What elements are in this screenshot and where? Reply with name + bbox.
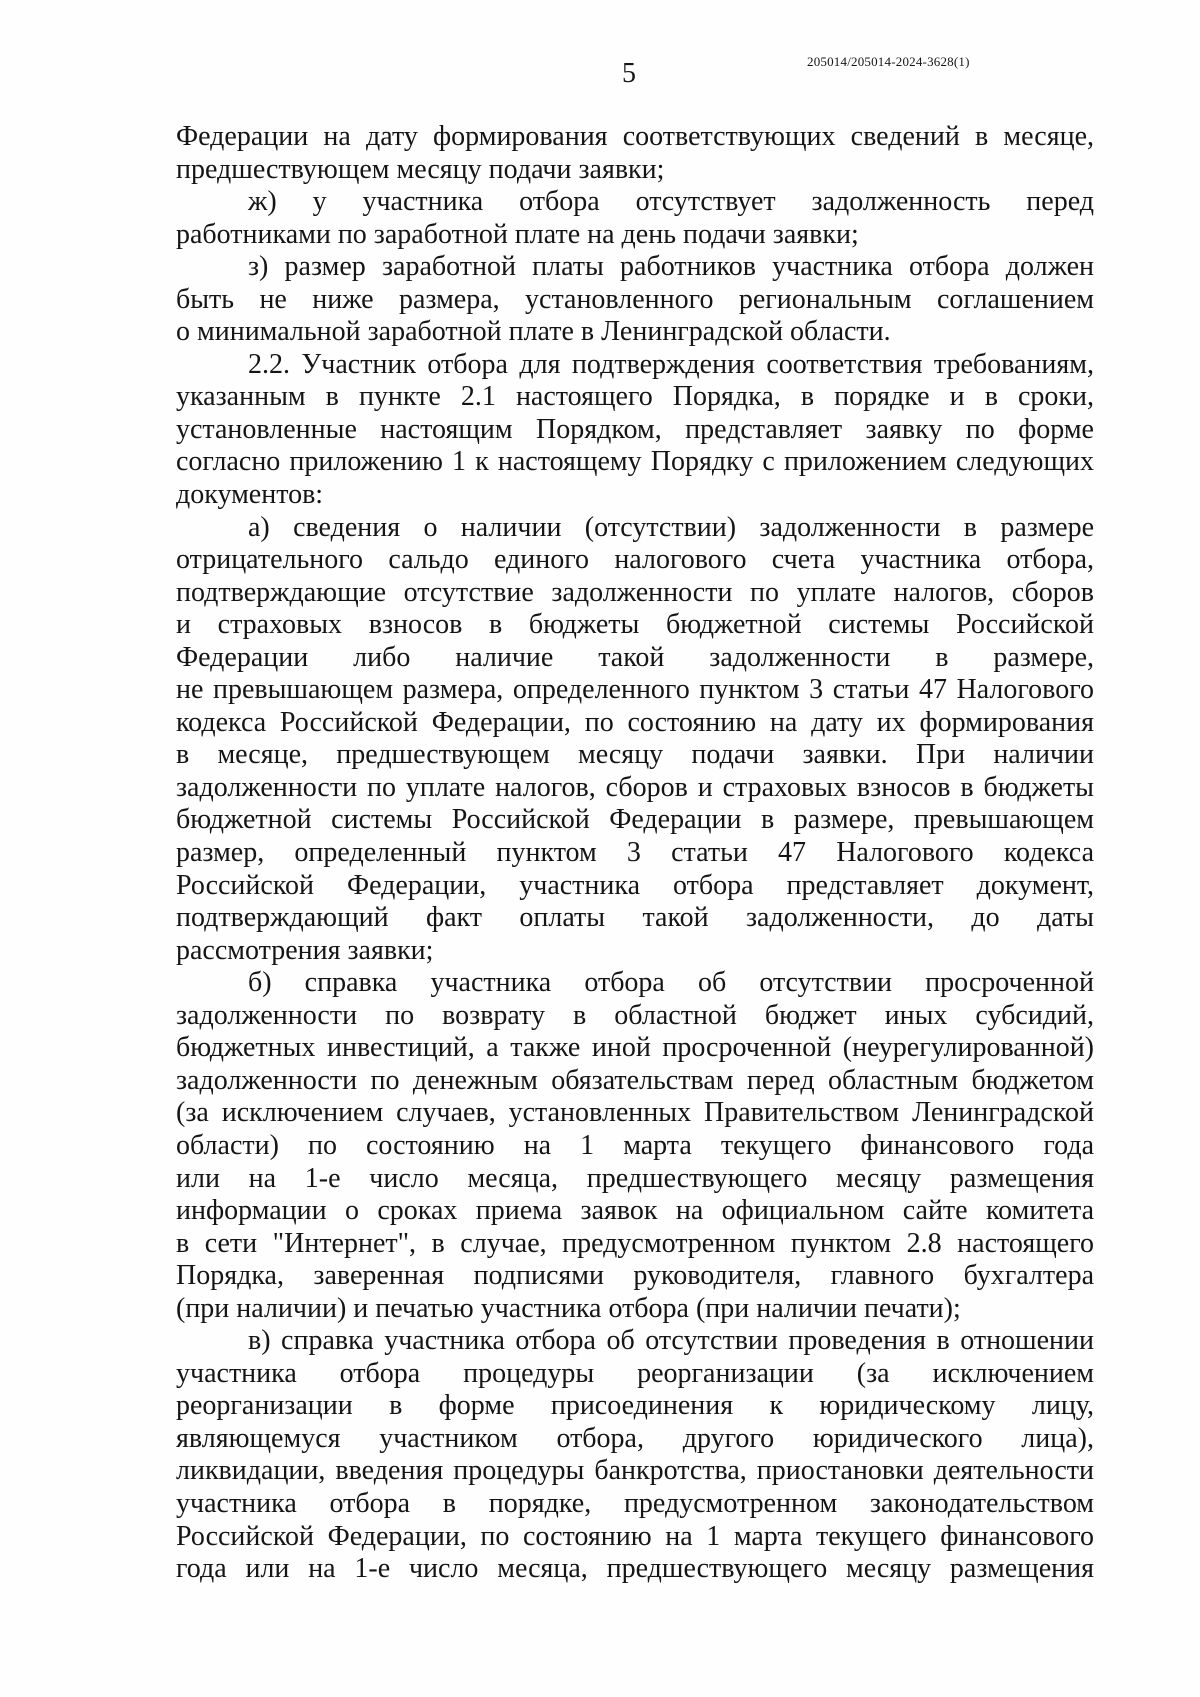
text-line: размер, определенный пунктом 3 статьи 47 Налогового кодекса	[176, 837, 1094, 869]
text-line: бюджетных инвестиций, а также иной просроченной (неурегулированной)	[176, 1032, 1094, 1064]
body-text	[176, 121, 1094, 1586]
text-line: рассмотрения заявки;	[176, 934, 434, 966]
text-line: Федерации либо наличие такой задолженности в размере,	[176, 641, 1094, 673]
text-line: в) справка участника отбора об отсутствии проведения в отношении	[248, 1325, 1094, 1357]
text-line: установленные настоящим Порядком, представляет заявку по форме	[176, 413, 1094, 445]
text-line: или на 1-е число месяца, предшествующего месяцу размещения	[176, 1162, 1094, 1194]
text-line: указанным в пункте 2.1 настоящего Порядка, в порядке и в сроки,	[176, 381, 1094, 413]
text-line: Российской Федерации, участника отбора представляет документ,	[176, 869, 1094, 901]
text-line: согласно приложению 1 к настоящему Порядку с приложением следующих	[176, 446, 1094, 478]
text-line: реорганизации в форме присоединения к юридическому лицу,	[176, 1390, 1094, 1422]
text-line: в месяце, предшествующем месяцу подачи заявки. При наличии	[176, 739, 1094, 771]
text-line: подтверждающий факт оплаты такой задолженности, до даты	[176, 902, 1094, 934]
text-line: Порядка, заверенная подписями руководителя, главного бухгалтера	[176, 1260, 1094, 1292]
text-line: работниками по заработной плате на день подачи заявки;	[176, 218, 859, 250]
text-line: не превышающем размера, определенного пунктом 3 статьи 47 Налогового	[176, 674, 1094, 706]
text-line: б) справка участника отбора об отсутствии просроченной	[248, 967, 1094, 999]
page-number: 5	[622, 58, 636, 89]
text-line: о минимальной заработной плате в Ленинградской области.	[176, 316, 891, 348]
text-line: задолженности по уплате налогов, сборов и страховых взносов в бюджеты	[176, 771, 1094, 803]
text-line: являющемуся участником отбора, другого юридического лица),	[176, 1422, 1094, 1454]
text-line: участника отбора процедуры реорганизации (за исключением	[176, 1357, 1094, 1389]
text-line: 2.2. Участник отбора для подтверждения соответствия требованиям,	[248, 348, 1094, 380]
text-line: кодекса Российской Федерации, по состоянию на дату их формирования	[176, 706, 1094, 738]
text-line: подтверждающие отсутствие задолженности по уплате налогов, сборов	[176, 576, 1094, 608]
text-line: участника отбора в порядке, предусмотренном законодательством	[176, 1487, 1094, 1519]
text-line: (при наличии) и печатью участника отбора (при наличии печати);	[176, 1292, 961, 1324]
text-line: з) размер заработной платы работников участника отбора должен	[248, 251, 1094, 283]
text-line: ликвидации, введения процедуры банкротства, приостановки деятельности	[176, 1455, 1094, 1487]
text-line: а) сведения о наличии (отсутствии) задолженности в размере	[248, 511, 1094, 543]
text-line: в сети "Интернет", в случае, предусмотренном пунктом 2.8 настоящего	[176, 1227, 1094, 1259]
text-line: информации о сроках приема заявок на официальном сайте комитета	[176, 1195, 1094, 1227]
text-line: документов:	[176, 479, 324, 511]
text-line: и страховых взносов в бюджеты бюджетной системы Российской	[176, 609, 1094, 641]
text-line: быть не ниже размера, установленного региональным соглашением	[176, 283, 1094, 315]
text-line: года или на 1-е число месяца, предшествующего месяцу размещения	[176, 1553, 1094, 1585]
text-line: (за исключением случаев, установленных Правительством Ленинградской	[176, 1097, 1094, 1129]
text-line: отрицательного сальдо единого налогового счета участника отбора,	[176, 544, 1094, 576]
text-line: задолженности по возврату в областной бюджет иных субсидий,	[176, 999, 1094, 1031]
text-line: задолженности по денежным обязательствам перед областным бюджетом	[176, 1064, 1094, 1096]
text-line: предшествующем месяцу подачи заявки;	[176, 153, 665, 185]
text-line: ж) у участника отбора отсутствует задолженность перед	[248, 186, 1094, 218]
text-line: бюджетной системы Российской Федерации в размере, превышающем	[176, 804, 1094, 836]
document-id: 205014/205014-2024-3628(1)	[807, 54, 970, 69]
text-line: Федерации на дату формирования соответствующих сведений в месяце,	[176, 121, 1094, 152]
text-line: области) по состоянию на 1 марта текущего финансового года	[176, 1129, 1094, 1161]
text-line: Российской Федерации, по состоянию на 1 марта текущего финансового	[176, 1520, 1094, 1552]
